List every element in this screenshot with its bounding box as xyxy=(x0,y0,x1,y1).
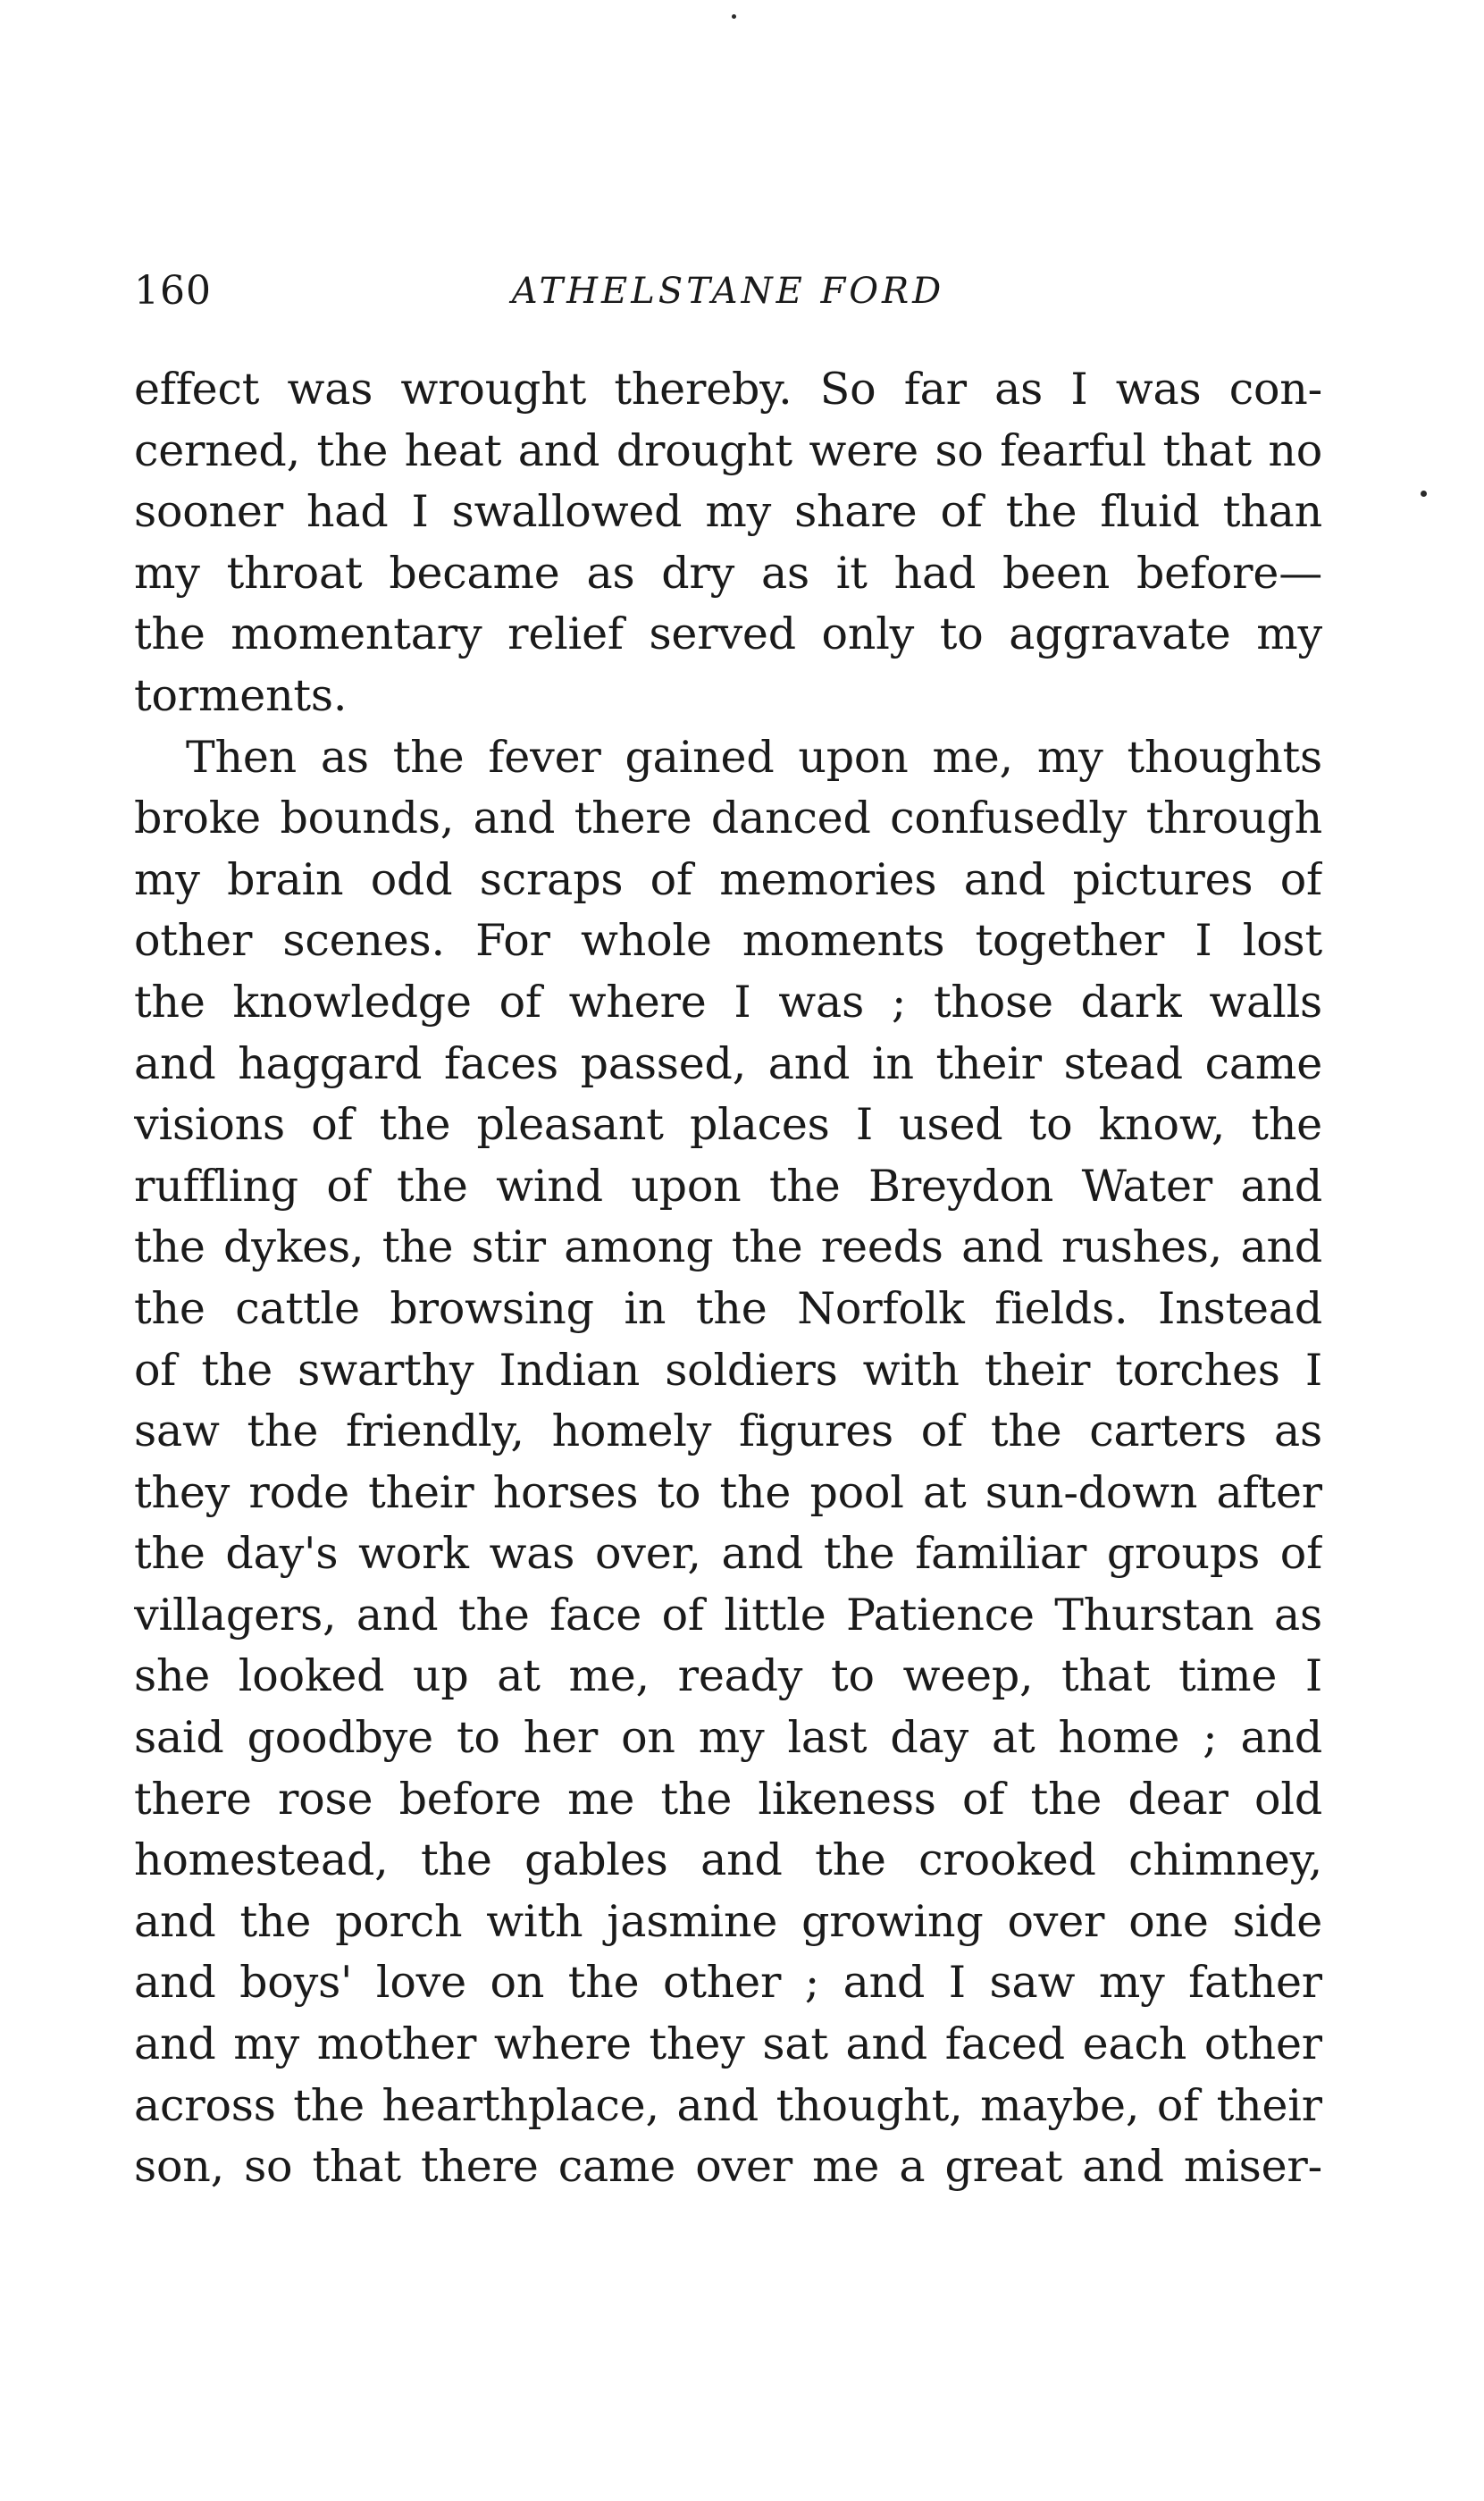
text-line: and the porch with jasmine growing over one side xyxy=(134,1895,1322,1947)
paragraph-2 xyxy=(134,727,1322,2198)
text-line: said goodbye to her on my last day at home ; and xyxy=(134,1712,1322,1764)
text-line: other scenes. For whole moments together I lost xyxy=(134,915,1322,967)
text-line: the cattle browsing in the Norfolk fields. Instead xyxy=(134,1282,1322,1334)
text-line: villagers, and the face of little Patience Thurstan as xyxy=(134,1589,1322,1641)
text-line: and my mother where they sat and faced each other xyxy=(134,2018,1322,2070)
text-line: sooner had I swallowed my share of the fluid than xyxy=(134,486,1322,538)
text-line: of the swarthy Indian soldiers with their torches I xyxy=(134,1344,1322,1396)
text-line: the day's work was over, and the familiar groups of xyxy=(134,1528,1322,1580)
text-line: Then as the fever gained upon me, my thoughts xyxy=(186,731,1322,783)
text-line: homestead, the gables and the crooked chimney, xyxy=(134,1834,1322,1886)
text-line: visions of the pleasant places I used to know, the xyxy=(134,1099,1322,1151)
page-speck-margin xyxy=(1421,491,1427,497)
text-line: and haggard faces passed, and in their stead came xyxy=(134,1037,1322,1089)
text-line: they rode their horses to the pool at sun-down after xyxy=(134,1466,1322,1518)
page-number: 160 xyxy=(134,268,212,314)
text-line: the knowledge of where I was ; those dark walls xyxy=(134,976,1322,1028)
body-text xyxy=(134,359,1322,2198)
text-line: and boys' love on the other ; and I saw my father xyxy=(134,1957,1322,2009)
text-line: broke bounds, and there danced confusedly through xyxy=(134,793,1322,844)
book-title: ATHELSTANE FORD xyxy=(511,271,945,312)
text-line: across the hearthplace, and thought, maybe, of their xyxy=(134,2079,1322,2131)
text-line: son, so that there came over me a great and miser- xyxy=(134,2141,1322,2193)
page-speck-top xyxy=(732,14,736,19)
text-line: my brain odd scraps of memories and pictures of xyxy=(134,853,1322,905)
paragraph-1 xyxy=(134,359,1322,727)
text-line: my throat became as dry as it had been before— xyxy=(134,547,1322,599)
text-line: the momentary relief served only to aggravate my xyxy=(134,608,1322,660)
text-line: she looked up at me, ready to weep, that time I xyxy=(134,1650,1322,1702)
text-line: torments. xyxy=(134,669,348,721)
text-line: saw the friendly, homely figures of the carters as xyxy=(134,1406,1322,1457)
text-line: there rose before me the likeness of the dear old xyxy=(134,1773,1322,1825)
text-line: ruffling of the wind upon the Breydon Water and xyxy=(134,1160,1322,1212)
running-head xyxy=(134,264,1322,318)
text-line: effect was wrought thereby. So far as I was con- xyxy=(134,364,1322,415)
text-line: cerned, the heat and drought were so fearful that no xyxy=(134,424,1322,476)
text-line: the dykes, the stir among the reeds and rushes, and xyxy=(134,1221,1322,1273)
